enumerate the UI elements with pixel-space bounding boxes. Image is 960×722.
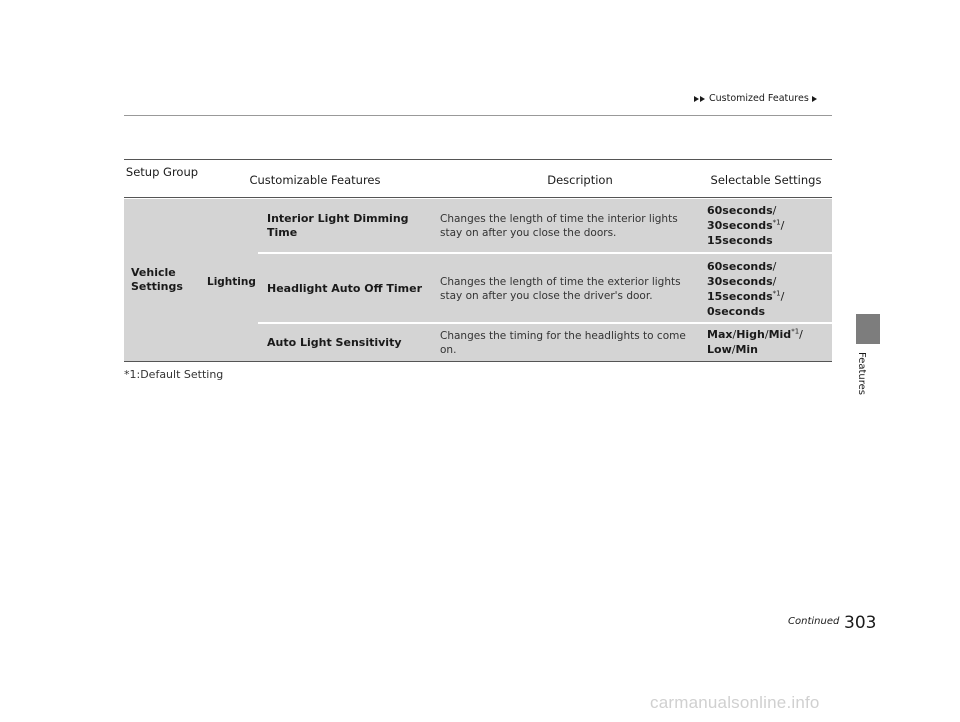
feature-headlight-auto-off-timer: Headlight Auto Off Timer — [267, 282, 422, 295]
breadcrumb — [694, 93, 818, 104]
row-separator — [258, 252, 832, 254]
footnote: *1:Default Setting — [124, 368, 224, 381]
settings-headlight-timer: 60seconds/ 30seconds/ 15seconds$^{*1}$/ 0seconds — [707, 260, 785, 318]
feature-interior-light-dimming-time: Interior Light Dimming Time — [267, 212, 409, 239]
arrow-icon — [812, 96, 817, 102]
header-description: Description — [547, 173, 613, 187]
table-top-rule — [124, 159, 832, 160]
description-interior-light: Changes the length of time the interior lights stay on after you close the doors. — [440, 213, 678, 239]
watermark: carmanualsonline.info — [650, 693, 820, 712]
continued-label: Continued — [788, 616, 840, 627]
group-vehicle-settings: Vehicle Settings — [131, 266, 183, 293]
settings-auto-light: Max/High/Mid$^{*1}$/ Low/Min — [707, 327, 803, 356]
row-separator — [258, 322, 832, 324]
subgroup-lighting: Lighting — [207, 276, 256, 288]
table-header-rule — [124, 197, 832, 198]
section-tab-marker — [856, 314, 880, 344]
header-setup-group: Setup Group — [125, 165, 199, 179]
feature-auto-light-sensitivity: Auto Light Sensitivity — [267, 336, 402, 349]
description-headlight-timer: Changes the length of time the exterior lights stay on after you close the driver's door. — [440, 276, 681, 302]
page-number: 303 — [844, 613, 877, 633]
arrow-icon — [694, 96, 699, 102]
header-rule — [124, 115, 832, 116]
header-selectable-settings: Selectable Settings — [710, 173, 822, 187]
settings-interior-light: 60seconds/ 30seconds$^{*1}$/ 15seconds — [707, 204, 785, 247]
table-bottom-rule — [124, 361, 832, 362]
description-auto-light: Changes the timing for the headlights to come on. — [440, 330, 686, 356]
section-tab-label: Features — [856, 352, 867, 395]
arrow-icon — [700, 96, 705, 102]
header-customizable-features: Customizable Features — [249, 173, 381, 187]
breadcrumb-section: Customized Features — [709, 93, 809, 104]
